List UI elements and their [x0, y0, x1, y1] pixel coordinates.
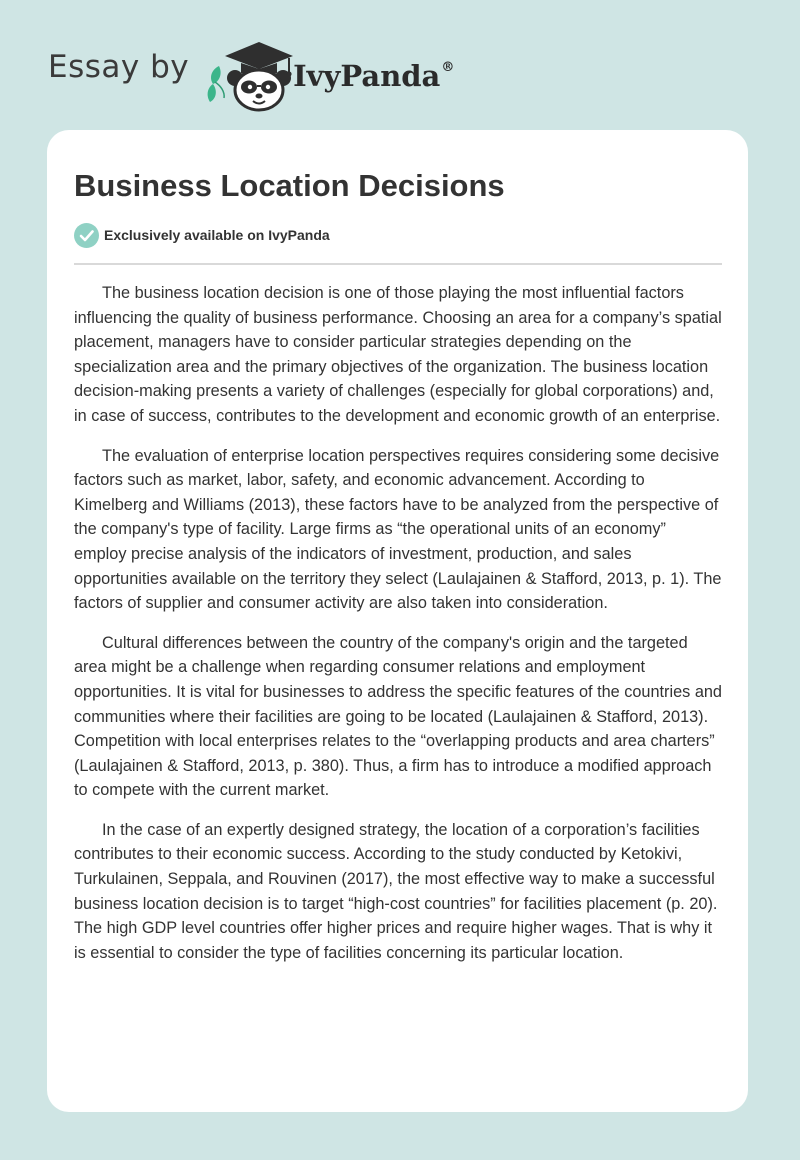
paragraph-1: The business location decision is one of those playing the most influential factors influencing the quality of business performance. Choosing an area for a company’s spatial placement, managers have to consider particular strategies depending on the specialization area and the primary objectives of the organization. The business location decision-making presents a variety of challenges (especially for global corporations) and, in case of success, contributes to the development and economic growth of an enterprise.	[74, 284, 722, 425]
paragraph-3: Cultural differences between the country of the company's origin and the targeted area might be a challenge when regarding consumer relations and employment opportunities. It is vital for businesses to address the specific features of the countries and communities where their facilities are going to be located (Laulajainen & Stafford, 2013). Competition with local enterprises relates to the “overlapping products and area charters” (Laulajainen & Stafford, 2013, p. 380). Thus, a firm has to introduce a modified approach to compete with the current market.	[74, 633, 722, 800]
exclusive-badge	[74, 222, 722, 248]
brand-prefix: Essay by	[48, 49, 190, 85]
brand-name-text: IvyPanda	[293, 59, 441, 93]
essay-body	[74, 281, 722, 965]
page-title: Business Location Decisions	[74, 168, 505, 203]
paragraph-2: The evaluation of enterprise location perspectives requires considering some decisive factors such as market, labor, safety, and economic advancement. According to Kimelberg and Williams (2013), these factors have to be analyzed from the perspective of the company's type of facility. Large firms as “the operational units of an economy” employ precise analysis of the indicators of investment, production, and sales opportunities available on the territory they select (Laulajainen & Stafford, 2013, p. 1). The factors of supplier and consumer activity are also taken into consideration.	[74, 446, 722, 613]
check-circle-icon	[74, 223, 99, 248]
brand-header[interactable]	[48, 36, 454, 112]
divider	[74, 263, 722, 265]
brand-name	[293, 59, 454, 93]
panda-graduation-cap-icon	[197, 36, 305, 112]
essay-card	[47, 130, 748, 1112]
registered-mark: ®	[441, 60, 455, 76]
exclusive-badge-text: Exclusively available on IvyPanda	[104, 227, 330, 243]
paragraph-4: In the case of an expertly designed strategy, the location of a corporation’s facilities contributes to their economic success. According to the study conducted by Ketokivi, Turkulainen, Seppala, and Rouvinen (2017), the most effective way to make a successful business location decision is to target “high-cost countries” for facilities placement (p. 20). The high GDP level countries offer higher prices and require higher wages. That is why it is essential to consider the type of facilities concerning its particular location.	[74, 820, 718, 962]
